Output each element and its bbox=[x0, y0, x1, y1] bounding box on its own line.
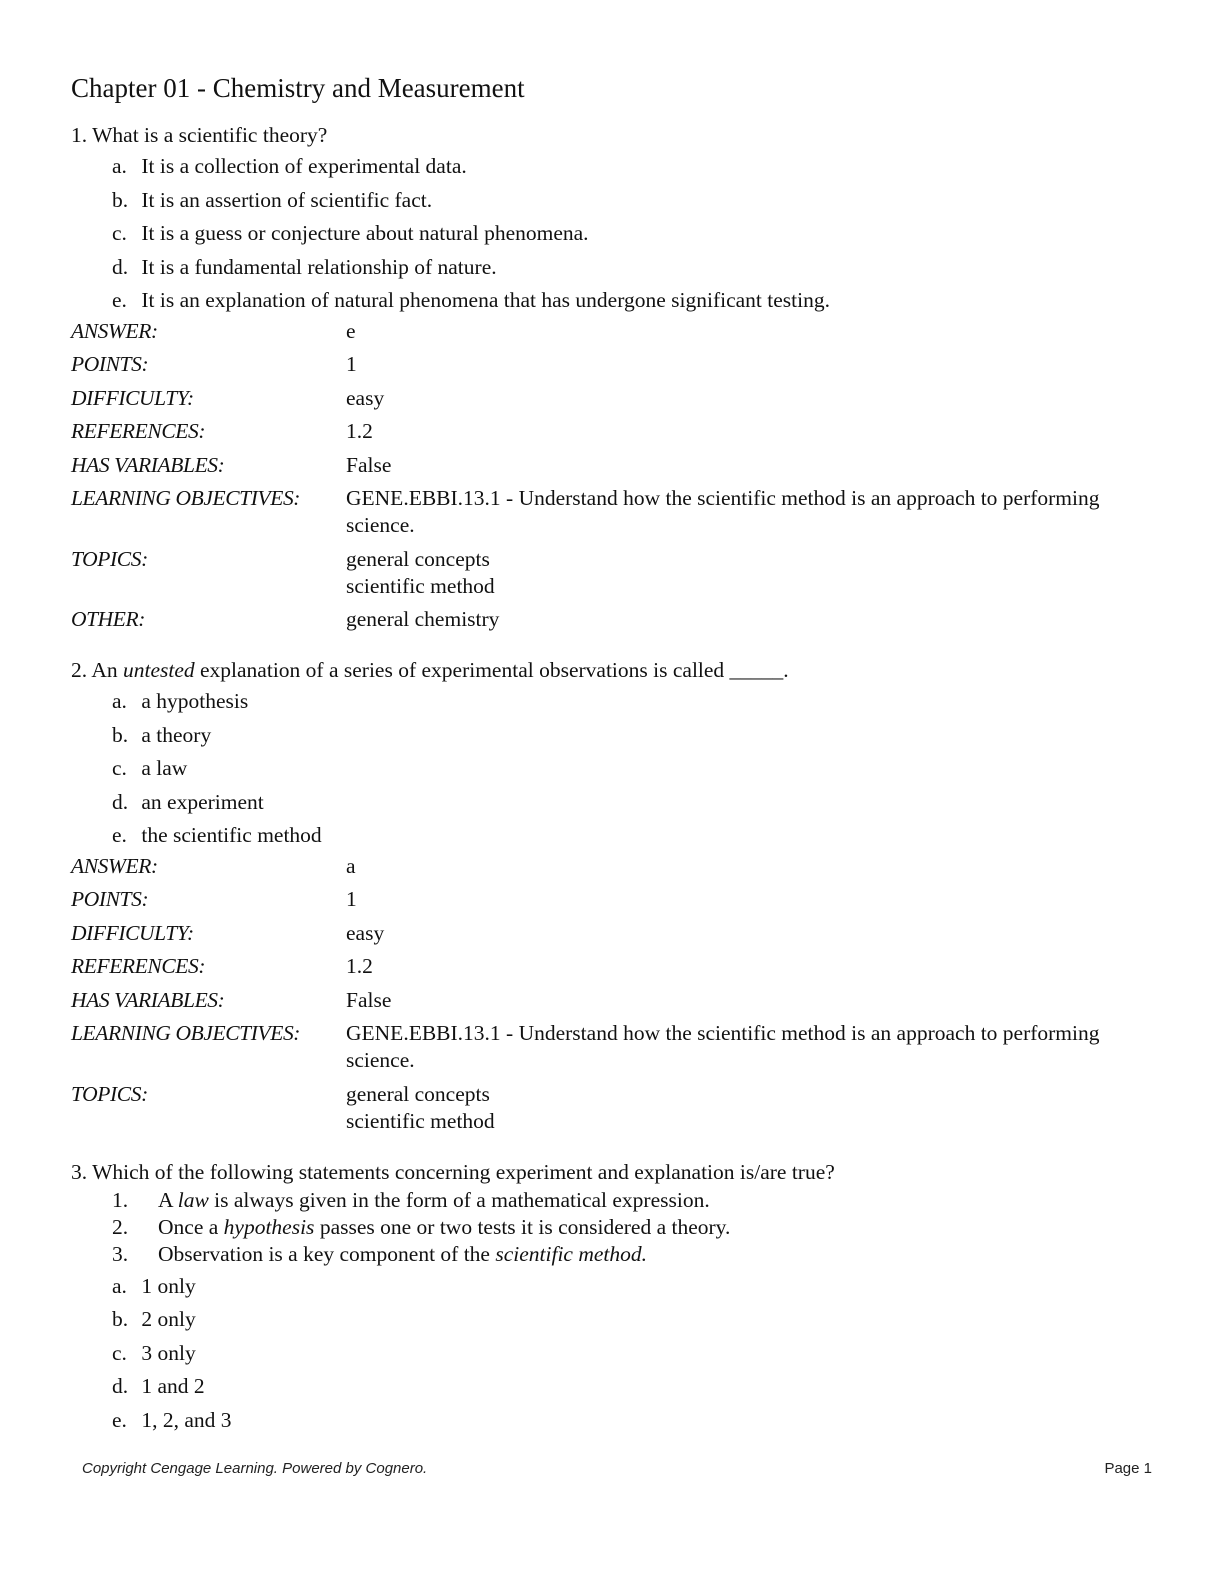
meta-topics-label: TOPICS: bbox=[71, 1081, 148, 1106]
meta-topics bbox=[71, 546, 1161, 600]
meta-references-value: 1.2 bbox=[346, 419, 373, 443]
meta-points bbox=[71, 351, 1161, 378]
question-1-option-c: c. It is a guess or conjecture about natural phenomena. bbox=[112, 221, 589, 245]
meta-points bbox=[71, 886, 1161, 913]
meta-difficulty-label: DIFFICULTY: bbox=[71, 385, 194, 410]
meta-answer-label: ANSWER: bbox=[71, 853, 158, 878]
meta-references-label: REFERENCES: bbox=[71, 419, 206, 443]
meta-other-value: general chemistry bbox=[346, 607, 500, 631]
question-2-option-d: d. an experiment bbox=[112, 789, 264, 814]
meta-points-value: 1 bbox=[346, 887, 357, 911]
page-number: Page 1 bbox=[1104, 1460, 1152, 1477]
question-3-stem: 3. Which of the following statements concerning experiment and explanation is/are true? bbox=[71, 1159, 835, 1184]
meta-topics-value bbox=[346, 546, 1161, 600]
question-2 bbox=[71, 655, 1161, 1135]
meta-other bbox=[71, 606, 1161, 633]
statement-2: 2. Once a hypothesis passes one or two tests it is considered a theory. bbox=[112, 1214, 731, 1239]
meta-references bbox=[71, 418, 1161, 445]
question-2-option-e: e. the scientific method bbox=[112, 823, 322, 847]
meta-difficulty bbox=[71, 385, 1161, 412]
meta-difficulty-value: easy bbox=[346, 385, 385, 410]
meta-references bbox=[71, 953, 1161, 980]
meta-learning-objectives-value: GENE.EBBI.13.1 - Understand how the scientific method is an approach to performing science. bbox=[346, 1021, 1100, 1072]
statement-1: 1. A law is always given in the form of a mathematical expression. bbox=[112, 1187, 710, 1212]
meta-topics-label: TOPICS: bbox=[71, 546, 148, 571]
meta-has-variables-value: False bbox=[346, 452, 392, 477]
question-3-statements bbox=[71, 1187, 1161, 1268]
meta-has-variables-value: False bbox=[346, 987, 392, 1012]
question-2-options bbox=[71, 685, 1161, 853]
question-2-option-a: a. a hypothesis bbox=[112, 689, 249, 713]
meta-has-variables bbox=[71, 987, 1161, 1014]
meta-has-variables-label: HAS VARIABLES: bbox=[71, 452, 225, 477]
meta-learning-objectives bbox=[71, 1020, 1161, 1074]
question-1-option-b: b. It is an assertion of scientific fact. bbox=[112, 187, 433, 212]
meta-answer bbox=[71, 318, 1161, 345]
meta-other-label: OTHER: bbox=[71, 607, 146, 631]
meta-answer-label: ANSWER: bbox=[71, 318, 158, 343]
meta-topics bbox=[71, 1081, 1161, 1135]
question-1-stem: 1. What is a scientific theory? bbox=[71, 123, 328, 147]
meta-answer-value: e bbox=[346, 318, 356, 343]
topic-item: general concepts bbox=[346, 1081, 490, 1106]
question-2-metadata bbox=[71, 853, 1161, 1135]
question-1-option-a: a. It is a collection of experimental data. bbox=[112, 154, 467, 178]
meta-points-label: POINTS: bbox=[71, 887, 149, 911]
emphasis-law: law bbox=[177, 1187, 209, 1212]
meta-difficulty-value: easy bbox=[346, 920, 385, 945]
question-1-options bbox=[71, 150, 1161, 318]
page-title: Chapter 01 - Chemistry and Measurement bbox=[71, 73, 525, 103]
question-1-metadata bbox=[71, 318, 1161, 634]
question-1 bbox=[71, 120, 1161, 633]
meta-has-variables-label: HAS VARIABLES: bbox=[71, 987, 225, 1012]
meta-has-variables bbox=[71, 452, 1161, 479]
copyright-notice: Copyright Cengage Learning. Powered by Cognero. bbox=[82, 1460, 428, 1477]
question-3-option-a: a. 1 only bbox=[112, 1273, 196, 1298]
document-page bbox=[71, 70, 1161, 1437]
meta-learning-objectives bbox=[71, 485, 1161, 539]
page-footer bbox=[82, 1460, 1152, 1477]
meta-references-value: 1.2 bbox=[346, 954, 373, 978]
statement-3: 3. Observation is a key component of the scientific method. bbox=[112, 1241, 648, 1266]
question-1-option-e: e. It is an explanation of natural phenomena that has undergone significant testing. bbox=[112, 288, 830, 312]
emphasis-scientific-method: scientific method. bbox=[495, 1241, 648, 1266]
question-3-option-d: d. 1 and 2 bbox=[112, 1374, 205, 1398]
meta-difficulty-label: DIFFICULTY: bbox=[71, 920, 194, 945]
meta-points-label: POINTS: bbox=[71, 352, 149, 376]
meta-learning-objectives-label: LEARNING OBJECTIVES: bbox=[71, 1021, 301, 1045]
meta-difficulty bbox=[71, 920, 1161, 947]
question-1-option-d: d. It is a fundamental relationship of nature. bbox=[112, 254, 497, 279]
question-3 bbox=[71, 1157, 1161, 1438]
topic-item: general concepts bbox=[346, 546, 490, 571]
question-2-stem: 2. An untested explanation of a series of experimental observations is called _____. bbox=[71, 658, 789, 682]
topic-item: scientific method bbox=[346, 573, 495, 598]
meta-learning-objectives-label: LEARNING OBJECTIVES: bbox=[71, 486, 301, 510]
meta-learning-objectives-value: GENE.EBBI.13.1 - Understand how the scientific method is an approach to performing science. bbox=[346, 486, 1100, 537]
meta-answer bbox=[71, 853, 1161, 880]
question-3-option-e: e. 1, 2, and 3 bbox=[112, 1407, 232, 1432]
meta-points-value: 1 bbox=[346, 352, 357, 376]
emphasis-hypothesis: hypothesis bbox=[223, 1214, 315, 1239]
meta-references-label: REFERENCES: bbox=[71, 954, 206, 978]
question-2-option-b: b. a theory bbox=[112, 722, 212, 747]
meta-topics-value bbox=[346, 1081, 1161, 1135]
emphasis-untested: untested bbox=[122, 658, 195, 682]
question-3-option-c: c. 3 only bbox=[112, 1340, 196, 1365]
question-3-options bbox=[71, 1270, 1161, 1438]
question-3-option-b: b. 2 only bbox=[112, 1307, 196, 1331]
question-2-option-c: c. a law bbox=[112, 756, 188, 780]
meta-answer-value: a bbox=[346, 853, 356, 878]
topic-item: scientific method bbox=[346, 1108, 495, 1133]
